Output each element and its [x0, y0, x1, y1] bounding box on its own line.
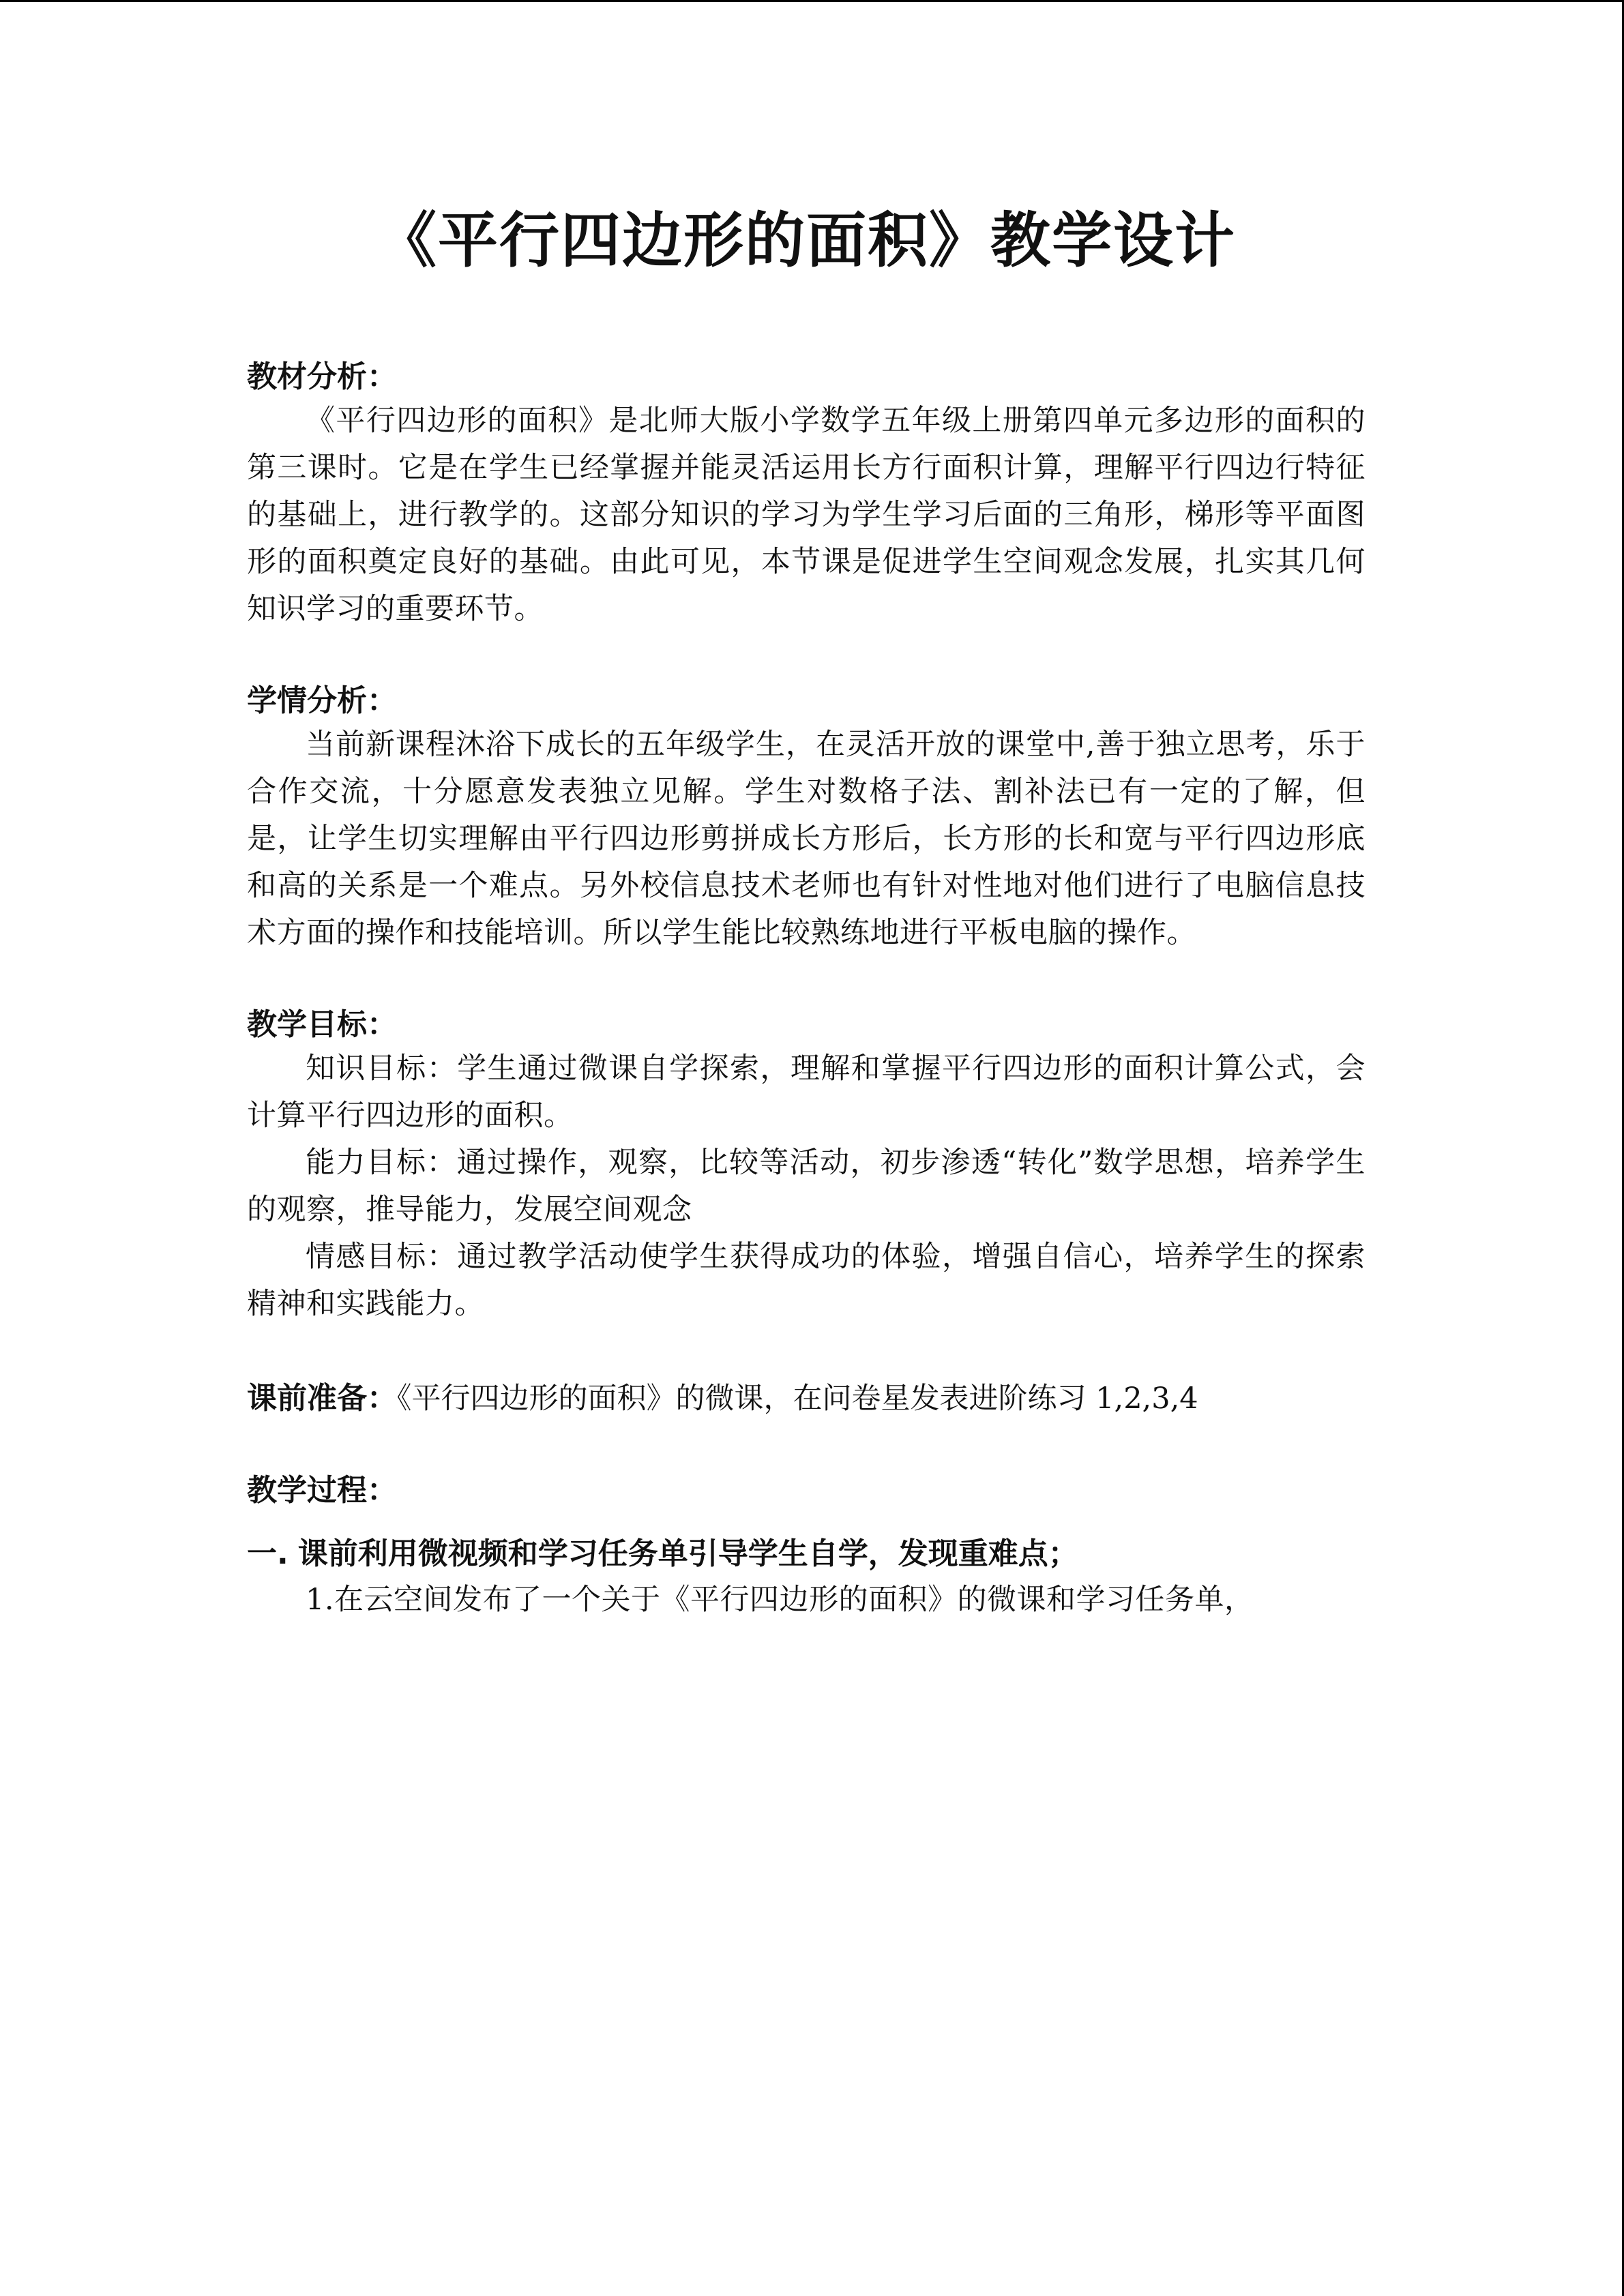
section-preparation [247, 1375, 1365, 1422]
section-teaching-process [247, 1470, 1365, 1624]
section-heading: 教学目标： [247, 1007, 397, 1042]
section-paragraph: 《平行四边形的面积》是北师大版小学数学五年级上册第四单元多边形的面积的第三课时。它是在学生已经掌握并能灵活运用长方行面积计算，理解平行四边行特征的基础上，进行教学的。这部分知识的学习为学生学习后面的三角形，梯形等平面图形的面积奠定良好的基础。由此可见，本节课是促进学生空间观念发展，扎实其几何知识学习的重要环节。 [247, 404, 1365, 626]
process-step-heading [247, 1532, 1365, 1577]
goal-emotion: 情感目标：通过教学活动使学生获得成功的体验，增强自信心，培养学生的探索精神和实践能力。 [247, 1240, 1365, 1321]
section-teaching-goals [247, 1004, 1365, 1328]
process-step-item: 1.在云空间发布了一个关于《平行四边形的面积》的微课和学习任务单， [306, 1583, 1254, 1617]
document-content [247, 200, 1365, 1671]
section-material-analysis [247, 357, 1365, 633]
preparation-text: 《平行四边形的面积》的微课，在问卷星发表进阶练习 1,2,3,4 [397, 1382, 1198, 1416]
process-step-number: 一. [247, 1536, 289, 1571]
section-heading: 教材分析： [247, 359, 397, 394]
section-paragraph: 当前新课程沐浴下成长的五年级学生，在灵活开放的课堂中,善于独立思考，乐于合作交流，十分愿意发表独立见解。学生对数格子法、割补法已有一定的了解，但是，让学生切实理解由平行四边形剪拼成长方形后，长方形的长和宽与平行四边形底和高的关系是一个难点。另外校信息技术老师也有针对性地对他们进行了电脑信息技术方面的操作和技能培训。所以学生能比较熟练地进行平板电脑的操作。 [247, 728, 1365, 950]
section-heading: 教学过程： [247, 1473, 397, 1508]
goal-knowledge: 知识目标：学生通过微课自学探索，理解和掌握平行四边形的面积计算公式，会计算平行四边形的面积。 [247, 1052, 1365, 1133]
goal-ability: 能力目标：通过操作，观察，比较等活动，初步渗透“转化”数学思想，培养学生的观察，推导能力，发展空间观念 [247, 1146, 1365, 1227]
process-step-title: 课前利用微视频和学习任务单引导学生自学，发现重难点； [297, 1536, 1078, 1571]
section-student-analysis [247, 681, 1365, 957]
section-heading: 学情分析： [247, 683, 397, 718]
document-title: 《平行四边形的面积》教学设计 [376, 205, 1236, 275]
section-heading: 课前准备： [247, 1381, 397, 1416]
